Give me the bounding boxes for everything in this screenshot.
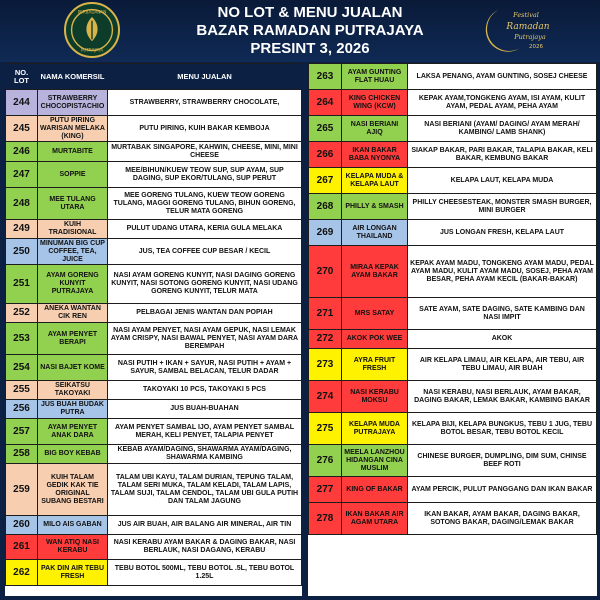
stall-menu: AKOK: [408, 330, 597, 349]
stall-name: IKAN BAKAR BABA NYONYA: [342, 142, 408, 168]
stall-name: PAK DIN AIR TEBU FRESH: [38, 560, 108, 586]
stall-name: AYRA FRUIT FRESH: [342, 349, 408, 381]
stall-name: PUTU PIRING WARISAN MELAKA (KING): [38, 116, 108, 142]
stall-menu: AYAM PENYET SAMBAL IJO, AYAM PENYET SAMBAL MERAH, KELI PENYET, TALAPIA PENYET: [108, 419, 302, 445]
table-header-row: [6, 64, 302, 90]
title-line-1: NO LOT & MENU JUALAN: [217, 4, 403, 21]
stall-name: SEIKATSU TAKOYAKI: [38, 381, 108, 400]
lot-row: [309, 142, 597, 168]
lot-number: 258: [6, 445, 38, 464]
stall-menu: KEPAK AYAM MADU, TONGKENG AYAM MADU, PEDAL AYAM MADU, KULIT AYAM MADU, SOSEJ, PEHA AYAM BESAR, PEHA AYAM KECIL (BAKAR-BAKAR): [408, 246, 597, 298]
lot-number: 276: [309, 445, 342, 477]
stall-name: IKAN BAKAR AIR AGAM UTARA: [342, 503, 408, 535]
left-lot-table-panel: [5, 63, 302, 596]
stall-menu: NASI PUTIH + IKAN + SAYUR, NASI PUTIH + AYAM + SAYUR, SAMBAL BELACAN, TELUR DADAR: [108, 355, 302, 381]
stall-menu: PUTU PIRING, KUIH BAKAR KEMBOJA: [108, 116, 302, 142]
lot-row: [6, 220, 302, 239]
lot-row: [309, 298, 597, 330]
stall-menu: PELBAGAI JENIS WANTAN DAN POPIAH: [108, 304, 302, 323]
logo-right-line2: Ramadan: [506, 22, 550, 32]
lot-number: 254: [6, 355, 38, 381]
lot-number: 261: [6, 535, 38, 560]
stall-name: AYAM PENYET ANAK DARA: [38, 419, 108, 445]
stall-name: AYAM GUNTING FLAT HUAU: [342, 64, 408, 90]
stall-menu: AYAM PERCIK, PULUT PANGGANG DAN IKAN BAKAR: [408, 477, 597, 503]
lot-number: 244: [6, 90, 38, 116]
lot-number: 249: [6, 220, 38, 239]
stall-menu: JUS AIR BUAH, AIR BALANG AIR MINERAL, AIR TIN: [108, 516, 302, 535]
stall-name: BIG BOY KEBAB: [38, 445, 108, 464]
lot-number: 245: [6, 116, 38, 142]
lot-row: [309, 220, 597, 246]
stall-menu: JUS LONGAN FRESH, KELAPA LAUT: [408, 220, 597, 246]
stall-menu: TAKOYAKI 10 PCS, TAKOYAKI 5 PCS: [108, 381, 302, 400]
stall-name: NASI KERABU MOKSU: [342, 381, 408, 413]
lot-row: [309, 381, 597, 413]
stall-name: ANEKA WANTAN CIK REN: [38, 304, 108, 323]
stall-name: NASI BAJET KOME: [38, 355, 108, 381]
stall-name: KING CHICKEN WING (KCW): [342, 90, 408, 116]
lot-number: 270: [309, 246, 342, 298]
header-banner: [0, 0, 600, 62]
stall-name: AIR LONGAN THAILAND: [342, 220, 408, 246]
lot-number: 264: [309, 90, 342, 116]
lot-row: [6, 116, 302, 142]
lot-number: 273: [309, 349, 342, 381]
logo-right-line4: 2026: [529, 44, 543, 50]
lot-number: 278: [309, 503, 342, 535]
right-lot-table-panel: [308, 63, 597, 596]
stall-name: MIRAA KEPAK AYAM BAKAR: [342, 246, 408, 298]
lot-number: 256: [6, 400, 38, 419]
stall-name: PHILLY & SMASH: [342, 194, 408, 220]
lot-row: [6, 304, 302, 323]
left-lot-table: [5, 63, 302, 586]
stall-menu: NASI KERABU AYAM BAKAR & DAGING BAKAR, NASI BERLAUK, NASI DAGANG, KERABU: [108, 535, 302, 560]
stall-name: AKOK POK WEE: [342, 330, 408, 349]
stall-menu: STRAWBERRY, STRAWBERRY CHOCOLATE,: [108, 90, 302, 116]
lot-number: 257: [6, 419, 38, 445]
lot-row: [6, 400, 302, 419]
lot-row: [6, 142, 302, 162]
stall-menu: CHINESE BURGER, DUMPLING, DIM SUM, CHINSE BEEF ROTI: [408, 445, 597, 477]
lot-number: 259: [6, 464, 38, 516]
lot-row: [6, 188, 302, 220]
lot-row: [6, 560, 302, 586]
lot-row: [309, 246, 597, 298]
lot-row: [6, 445, 302, 464]
stall-name: MEE TULANG UTARA: [38, 188, 108, 220]
lot-row: [309, 90, 597, 116]
lot-row: [6, 419, 302, 445]
stall-name: MILO AIS GABAN: [38, 516, 108, 535]
lot-row: [309, 445, 597, 477]
lot-number: 262: [6, 560, 38, 586]
stall-menu: MEE/BIHUN/KUEW TEOW SUP, SUP AYAM, SUP DAGING, SUP EKOR/TULANG, SUP PERUT: [108, 162, 302, 188]
lot-row: [309, 168, 597, 194]
lot-number: 246: [6, 142, 38, 162]
stall-menu: PULUT UDANG UTARA, KERIA GULA MELAKA: [108, 220, 302, 239]
lot-row: [6, 355, 302, 381]
stall-menu: SIAKAP BAKAR, PARI BAKAR, TALAPIA BAKAR, KELI BAKAR, KEMBUNG BAKAR: [408, 142, 597, 168]
stall-name: KING OF BAKAR: [342, 477, 408, 503]
stall-name: KUIH TRADISIONAL: [38, 220, 108, 239]
logo-left-top-text: PERBADANAN: [77, 9, 107, 15]
lot-row: [6, 162, 302, 188]
stall-menu: MURTABAK SINGAPORE, KAHWIN, CHEESE, MINI, MINI CHEESE: [108, 142, 302, 162]
stall-menu: NASI AYAM PENYET, NASI AYAM GEPUK, NASI LEMAK AYAM CRISPY, NASI BAWAL PENYET, NASI AYAM DARA BEREMPAH: [108, 323, 302, 355]
lot-number: 277: [309, 477, 342, 503]
stall-name: KELAPA MUDA & KELAPA LAUT: [342, 168, 408, 194]
logo-right-line3: Putrajaya: [514, 33, 546, 41]
stall-name: MINUMAN BIG CUP COFFEE, TEA, JUICE: [38, 239, 108, 265]
lot-number: 247: [6, 162, 38, 188]
lot-number: 275: [309, 413, 342, 445]
title-line-2: BAZAR RAMADAN PUTRAJAYA: [196, 22, 424, 39]
lot-number: 274: [309, 381, 342, 413]
lot-number: 248: [6, 188, 38, 220]
lot-row: [309, 330, 597, 349]
lot-row: [6, 516, 302, 535]
festival-ramadan-logo: [476, 4, 558, 58]
stall-menu: KELAPA BIJI, KELAPA BUNGKUS, TEBU 1 JUG, TEBU BOTOL BESAR, TEBU BOTOL KECIL: [408, 413, 597, 445]
lot-row: [6, 535, 302, 560]
stall-menu: MEE GORENG TULANG, KUEW TEOW GORENG TULANG, MAGGI GORENG TULANG, BIHUN GORENG, TELUR MATA GORENG: [108, 188, 302, 220]
lot-row: [6, 265, 302, 304]
stall-menu: JUS, TEA COFFEE CUP BESAR / KECIL: [108, 239, 302, 265]
stall-menu: TEBU BOTOL 500ML, TEBU BOTOL .5L, TEBU BOTOL 1.25L: [108, 560, 302, 586]
lot-number: 267: [309, 168, 342, 194]
stall-menu: PHILLY CHEESESTEAK, MONSTER SMASH BURGER, MINI BURGER: [408, 194, 597, 220]
stall-name: KUIH TALAM GEDIK KAK TIE ORIGINAL SUBANG BESTARI: [38, 464, 108, 516]
lot-row: [309, 413, 597, 445]
stall-menu: SATE AYAM, SATE DAGING, SATE KAMBING DAN NASI IMPIT: [408, 298, 597, 330]
lot-number: 272: [309, 330, 342, 349]
lot-row: [309, 194, 597, 220]
stall-menu: JUS BUAH-BUAHAN: [108, 400, 302, 419]
stall-menu: KEPAK AYAM,TONGKENG AYAM, ISI AYAM, KULIT AYAM, PEDAL AYAM, PEHA AYAM: [408, 90, 597, 116]
lot-number: 266: [309, 142, 342, 168]
lot-row: [309, 116, 597, 142]
stall-menu: KELAPA LAUT, KELAPA MUDA: [408, 168, 597, 194]
stall-name: AYAM GORENG KUNYIT PUTRAJAYA: [38, 265, 108, 304]
title-line-3: PRESINT 3, 2026: [250, 40, 370, 57]
stall-name: MURTABITE: [38, 142, 108, 162]
stall-menu: NASI BERIANI (AYAM/ DAGING/ AYAM MERAH/ KAMBING/ LAMB SHANK): [408, 116, 597, 142]
stall-name: AYAM PENYET BERAPI: [38, 323, 108, 355]
stall-name: JUS BUAH BUDAK PUTRA: [38, 400, 108, 419]
lot-row: [309, 477, 597, 503]
col-header-menu: MENU JUALAN: [108, 64, 302, 90]
lot-row: [309, 503, 597, 535]
lot-number: 253: [6, 323, 38, 355]
lot-number: 251: [6, 265, 38, 304]
stall-menu: NASI KERABU, NASI BERLAUK, AYAM BAKAR, DAGING BAKAR, LEMAK BAKAR, KAMBING BAKAR: [408, 381, 597, 413]
perbadanan-putrajaya-logo: [64, 2, 120, 58]
lot-number: 268: [309, 194, 342, 220]
stall-name: WAN ATIQ NASI KERABU: [38, 535, 108, 560]
lot-row: [309, 64, 597, 90]
stall-menu: NASI AYAM GORENG KUNYIT, NASI DAGING GORENG KUNYIT, NASI SOTONG GORENG KUNYIT, NASI UDANG GORENG KUNYIT, TELUR MATA: [108, 265, 302, 304]
lot-number: 265: [309, 116, 342, 142]
stall-name: MEELA LANZHOU HIDANGAN CINA MUSLIM: [342, 445, 408, 477]
lot-number: 260: [6, 516, 38, 535]
stall-menu: LAKSA PENANG, AYAM GUNTING, SOSEJ CHEESE: [408, 64, 597, 90]
lot-row: [309, 349, 597, 381]
stall-menu: AIR KELAPA LIMAU, AIR KELAPA, AIR TEBU, AIR TEBU LIMAU, AIR BUAH: [408, 349, 597, 381]
lot-row: [6, 90, 302, 116]
lot-row: [6, 381, 302, 400]
col-header-name: NAMA KOMERSIL: [38, 64, 108, 90]
logo-left-bottom-text: PUTRAJAYA: [80, 47, 104, 53]
stall-menu: TALAM UBI KAYU, TALAM DURIAN, TEPUNG TALAM, TALAM SERI MUKA, TALAM KELADI, TALAM LAPIS, TALAM SUJI, TALAM CENDOL, TALAM UBI GULA PUTIH DAN TALAM JAGUNG: [108, 464, 302, 516]
stall-name: MRS SATAY: [342, 298, 408, 330]
stall-name: STRAWBERRY CHOCOPISTACHIO: [38, 90, 108, 116]
stall-menu: KEBAB AYAM/DAGING, SHAWARMA AYAM/DAGING, SHAWARMA KAMBING: [108, 445, 302, 464]
stall-name: SOPPIE: [38, 162, 108, 188]
right-lot-table: [308, 63, 597, 535]
lot-number: 250: [6, 239, 38, 265]
lot-row: [6, 323, 302, 355]
logo-right-line1: Festival: [513, 11, 539, 19]
lot-row: [6, 239, 302, 265]
col-header-lot: NO. LOT: [6, 64, 38, 90]
lot-number: 271: [309, 298, 342, 330]
lot-row: [6, 464, 302, 516]
lot-number: 263: [309, 64, 342, 90]
stall-menu: IKAN BAKAR, AYAM BAKAR, DAGING BAKAR, SOTONG BAKAR, DAGING/LEMAK BAKAR: [408, 503, 597, 535]
stall-name: KELAPA MUDA PUTRAJAYA: [342, 413, 408, 445]
stall-name: NASI BERIANI AJIQ: [342, 116, 408, 142]
lot-number: 255: [6, 381, 38, 400]
lot-number: 252: [6, 304, 38, 323]
lot-number: 269: [309, 220, 342, 246]
